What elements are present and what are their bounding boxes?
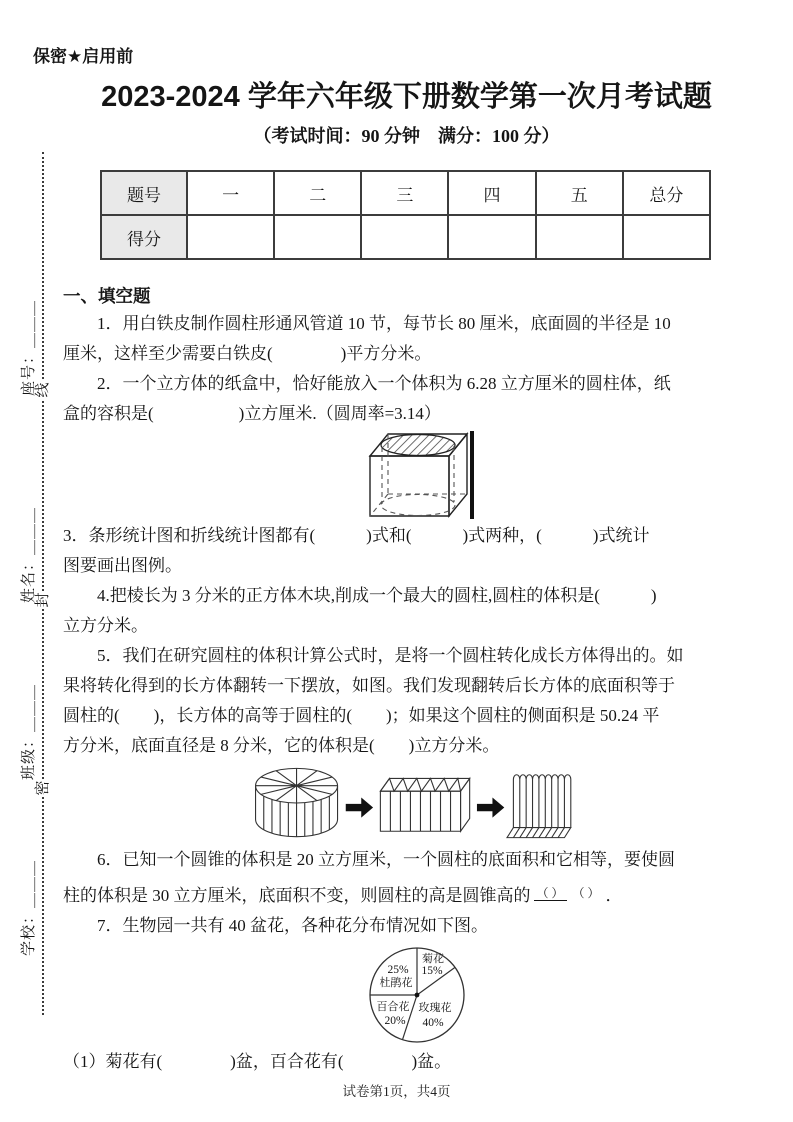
pie-value: 40%: [422, 1017, 444, 1029]
question-7-sub1: （1）菊花有( )盆，百合花有( )盆。: [63, 1052, 452, 1071]
exam-info-subtitle: （考试时间：90 分钟 满分：100 分）: [253, 126, 560, 146]
seal-char-mi: 密: [35, 780, 51, 796]
score-cell: [274, 215, 361, 259]
pie-label: 杜鹃花: [379, 977, 413, 989]
question-3-line: 3．条形统计图和折线统计图都有( )式和( )式两种，( )式统计: [63, 526, 650, 545]
cuboid-teeth-down: [507, 775, 571, 838]
pie-center-dot: [415, 993, 420, 998]
question-5-line: 果将转化得到的长方体翻转一下摆放，如图。我们发现翻转后长方体的底面积等于: [63, 676, 675, 695]
question-1-line: 1．用白铁皮制作圆柱形通风管道 10 节，每节长 80 厘米，底面圆的半径是 10: [97, 314, 671, 333]
question-4-line: 4.把棱长为 3 分米的正方体木块,削成一个最大的圆柱,圆柱的体积是( ): [97, 586, 657, 605]
question-7-line: 7．生物园一共有 40 盆花，各种花分布情况如下图。: [97, 916, 488, 935]
question-6-line: 6．已知一个圆锥的体积是 20 立方厘米，一个圆柱的底面积和它相等，要使圆: [97, 850, 675, 869]
question-5-line: 5．我们在研究圆柱的体积计算公式时，是将一个圆柱转化成长方体得出的。如: [97, 646, 684, 665]
question-6-text: ．: [605, 885, 623, 905]
question-6-text: 柱的体积是 30 立方厘米，底面积不变，则圆柱的高是圆锥高的: [63, 885, 531, 905]
cylinder-to-cuboid-figure: [251, 763, 579, 843]
pie-label: 菊花: [422, 953, 444, 965]
question-1-line: 厘米，这样至少需要白铁皮( )平方分米。: [63, 344, 432, 363]
page-title: 2023-2024 学年六年级下册数学第一次月考试题: [101, 81, 712, 113]
pie-value: 20%: [384, 1015, 406, 1027]
col-header: 四: [448, 171, 535, 215]
arrow-right-icon: [346, 798, 373, 818]
exam-body: [63, 283, 747, 1077]
table-row: [101, 215, 710, 259]
col-header: 二: [274, 171, 361, 215]
col-header: 五: [536, 171, 623, 215]
school-field: 学校：＿＿＿: [21, 860, 37, 957]
score-cell: [361, 215, 448, 259]
score-row-label: 得分: [101, 215, 187, 259]
pie-label: 玫瑰花: [418, 1002, 452, 1014]
seal-dotted-line: [42, 152, 44, 1015]
arrow-right-icon: [477, 798, 504, 818]
class-field: 班级：＿＿＿: [21, 684, 37, 781]
question-3-line: 图要画出图例。: [63, 556, 182, 575]
seal-char-xian: 线: [35, 382, 51, 398]
cuboid-teeth-up: [380, 778, 469, 831]
question-5-line: 圆柱的( )，长方体的高等于圆柱的( )；如果这个圆柱的侧面积是 50.24 平: [63, 706, 660, 725]
pie-value: 15%: [421, 965, 443, 977]
section-heading: 一、填空题: [63, 286, 151, 306]
score-cell: [536, 215, 623, 259]
question-4-line: 立方分米。: [63, 616, 148, 635]
seat-number-field: 座号：＿＿＿: [21, 300, 37, 397]
score-cell: [448, 215, 535, 259]
student-name-field: 姓名：＿＿＿: [21, 507, 37, 604]
sliced-cylinder: [256, 768, 338, 836]
cube-inscribed-cylinder-figure: [358, 429, 478, 521]
page-footer: 试卷第1页，共4页: [342, 1084, 451, 1099]
question-2-line: 2．一个立方体的纸盒中，恰好能放入一个体积为 6.28 立方厘米的圆柱体，纸: [97, 374, 671, 393]
score-cell: [623, 215, 710, 259]
confidential-notice: 保密★启用前: [33, 47, 134, 66]
fraction-denominator: （ ）: [572, 885, 600, 900]
table-row: [101, 171, 710, 215]
score-table: [100, 170, 711, 260]
fraction-numerator: （ ）: [534, 886, 567, 901]
fraction: [534, 886, 603, 901]
col-header: 三: [361, 171, 448, 215]
col-header: 一: [187, 171, 274, 215]
flower-distribution-pie-chart: [361, 943, 473, 1047]
question-6-line: [63, 875, 747, 911]
pie-value: 25%: [387, 964, 409, 976]
question-2-line: 盒的容积是( )立方厘米.（圆周率=3.14）: [63, 404, 441, 423]
seal-char-feng: 封: [35, 592, 51, 608]
question-5-line: 方分米，底面直径是 8 分米，它的体积是( )立方分米。: [63, 736, 500, 755]
pie-label: 百合花: [376, 1001, 410, 1013]
col-header: 总分: [623, 171, 710, 215]
col-header: 题号: [101, 171, 187, 215]
score-cell: [187, 215, 274, 259]
